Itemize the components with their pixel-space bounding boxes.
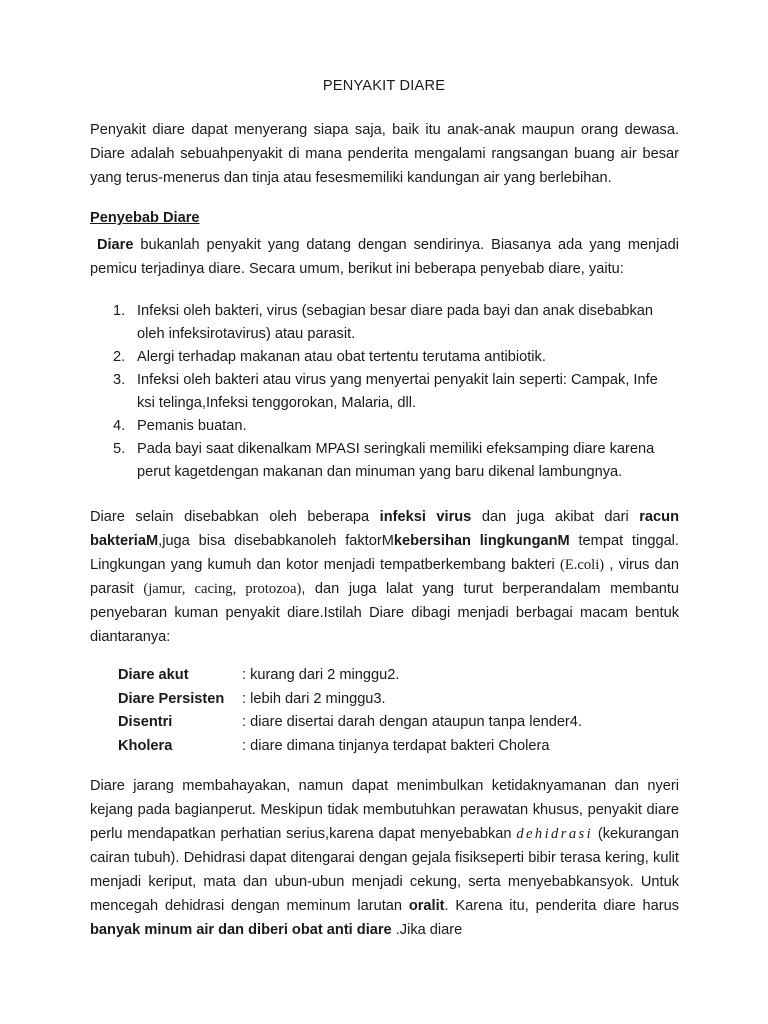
bold-term: oralit [408, 898, 445, 914]
paragraph-text: macam bentuk diantaranya: [90, 605, 679, 645]
list-text: oleh infeksirotavirus) atau parasit. [137, 326, 356, 342]
paragraph-text: , virus [604, 557, 650, 573]
causes-list [113, 300, 683, 484]
list-item [113, 300, 683, 346]
bold-term: bakteriaM [90, 533, 159, 549]
list-number: 1. [113, 303, 126, 319]
page-title: PENYAKIT DIARE [322, 78, 446, 94]
bold-term: racun [639, 509, 679, 525]
emphasis-term: dehidrasi [516, 826, 594, 842]
diarrhea-types-list [118, 664, 582, 758]
type-term: Diare akut [118, 667, 189, 683]
paragraph-text: tempat tinggal. [569, 533, 679, 549]
type-row [118, 664, 582, 688]
list-text: Infeksi oleh bakteri, virus (sebagian besar diare pada bayi dan anak disebabkan [137, 303, 653, 319]
type-definition: : kurang dari 2 minggu2. [242, 667, 400, 683]
bold-term: kebersihan lingkunganM [393, 533, 570, 549]
list-number: 4. [113, 418, 126, 434]
causes-detail-paragraph [90, 505, 679, 649]
list-number: 5. [113, 441, 126, 457]
paragraph-text: (kekurangan cairan tubuh). Dehidrasi dapat ditengarai dengan gejala fisikseperti bibir [90, 826, 679, 866]
paragraph-text: Diare selain disebabkan oleh beberapa [90, 509, 380, 525]
paragraph-text: menyebabkansyok. Untuk mencegah dehidrasi dengan meminum larutan [90, 874, 679, 914]
intro-paragraph [90, 118, 679, 190]
paragraph-text: itu, penderita diare harus [509, 898, 680, 914]
list-text: Pemanis buatan. [137, 418, 247, 434]
causes-intro-paragraph [90, 233, 679, 281]
intro-line: Penyakit diare dapat menyerang siapa saja, baik itu anak-anak maupun orang dewasa. [90, 122, 679, 138]
intro-line: besar yang terus-menerus dan tinja atau fesesmemiliki kandungan air yang berlebihan. [90, 146, 679, 186]
list-text: Alergi terhadap makanan atau obat tertentu terutama antibiotik. [137, 349, 546, 365]
type-definition: : lebih dari 2 minggu3. [242, 690, 386, 707]
list-text: Pada bayi saat dikenalkam MPASI seringkali memiliki efeksamping diare karena [137, 441, 655, 457]
list-item [113, 369, 683, 415]
paragraph-text: Lingkungan yang kumuh dan kotor menjadi tempatberkembang bakteri [90, 557, 560, 573]
type-definition: : diare dimana tinjanya terdapat bakteri Cholera [242, 737, 550, 754]
section-heading-causes: Penyebab Diare [90, 210, 200, 226]
list-item [113, 438, 683, 484]
list-number: 2. [113, 349, 126, 365]
serif-term: (jamur, cacing, protozoa) [143, 581, 302, 597]
bold-term: banyak minum air dan diberi obat anti diare [90, 922, 392, 938]
list-item [113, 346, 683, 369]
list-text: Infeksi oleh bakteri atau virus yang menyertai penyakit lain seperti: Campak, Infe [137, 372, 658, 388]
type-term: Diare Persisten [118, 690, 225, 707]
type-term: Kholera [118, 737, 173, 754]
bold-term: Diare [96, 237, 134, 253]
causes-intro-text: pemicu terjadinya diare. Secara umum, berikut ini beberapa penyebab diare, yaitu: [90, 261, 624, 277]
paragraph-text: ,juga bisa disebabkanoleh faktorM [158, 533, 394, 549]
paragraph-text: . Karena [444, 898, 503, 914]
paragraph-text: dan juga akibat dari [471, 509, 640, 525]
paragraph-text: dan parasit [90, 557, 679, 597]
type-definition: : diare disertai darah dengan ataupun tanpa lender4. [242, 714, 582, 730]
paragraph-text: Diare jarang membahayakan, namun dapat menimbulkan ketidaknyamanan dan nyeri [90, 778, 679, 794]
list-item [113, 415, 683, 438]
causes-intro-text: bukanlah penyakit yang datang dengan sendirinya. Biasanya ada yang menjadi [133, 237, 679, 253]
type-row [118, 688, 582, 712]
list-text: perut kagetdengan makanan dan minuman yang baru dikenal lambungnya. [137, 464, 623, 480]
list-text: ksi telinga,Infeksi tenggorokan, Malaria, dll. [137, 395, 417, 411]
type-row [118, 711, 582, 735]
bold-term: infeksi virus [379, 509, 472, 525]
paragraph-text: terasa kering, kulit menjadi keriput, mata dan ubun-ubun menjadi cekung, serta [90, 850, 679, 890]
type-term: Disentri [118, 714, 173, 730]
paragraph-text: .Jika diare [391, 922, 463, 938]
list-number: 3. [113, 372, 126, 388]
type-row [118, 735, 582, 759]
serif-term: (E.coli) [559, 557, 605, 573]
paragraph-text: kejang pada bagianperut. Meskipun tidak membutuhkan perawatan khusus, penyakit [90, 802, 642, 818]
intro-line: Diare adalah sebuahpenyakit di mana penderita mengalami rangsangan buang air [90, 146, 637, 162]
paragraph-text: membantu penyebaran kuman penyakit diare.Istilah Diare dibagi menjadi berbagai [90, 581, 680, 621]
paragraph-text: , dan juga lalat yang turut berperandalam [301, 581, 601, 597]
paragraph-text: diare perlu mendapatkan perhatian serius,karena dapat menyebabkan [90, 802, 679, 842]
treatment-paragraph [90, 774, 679, 942]
